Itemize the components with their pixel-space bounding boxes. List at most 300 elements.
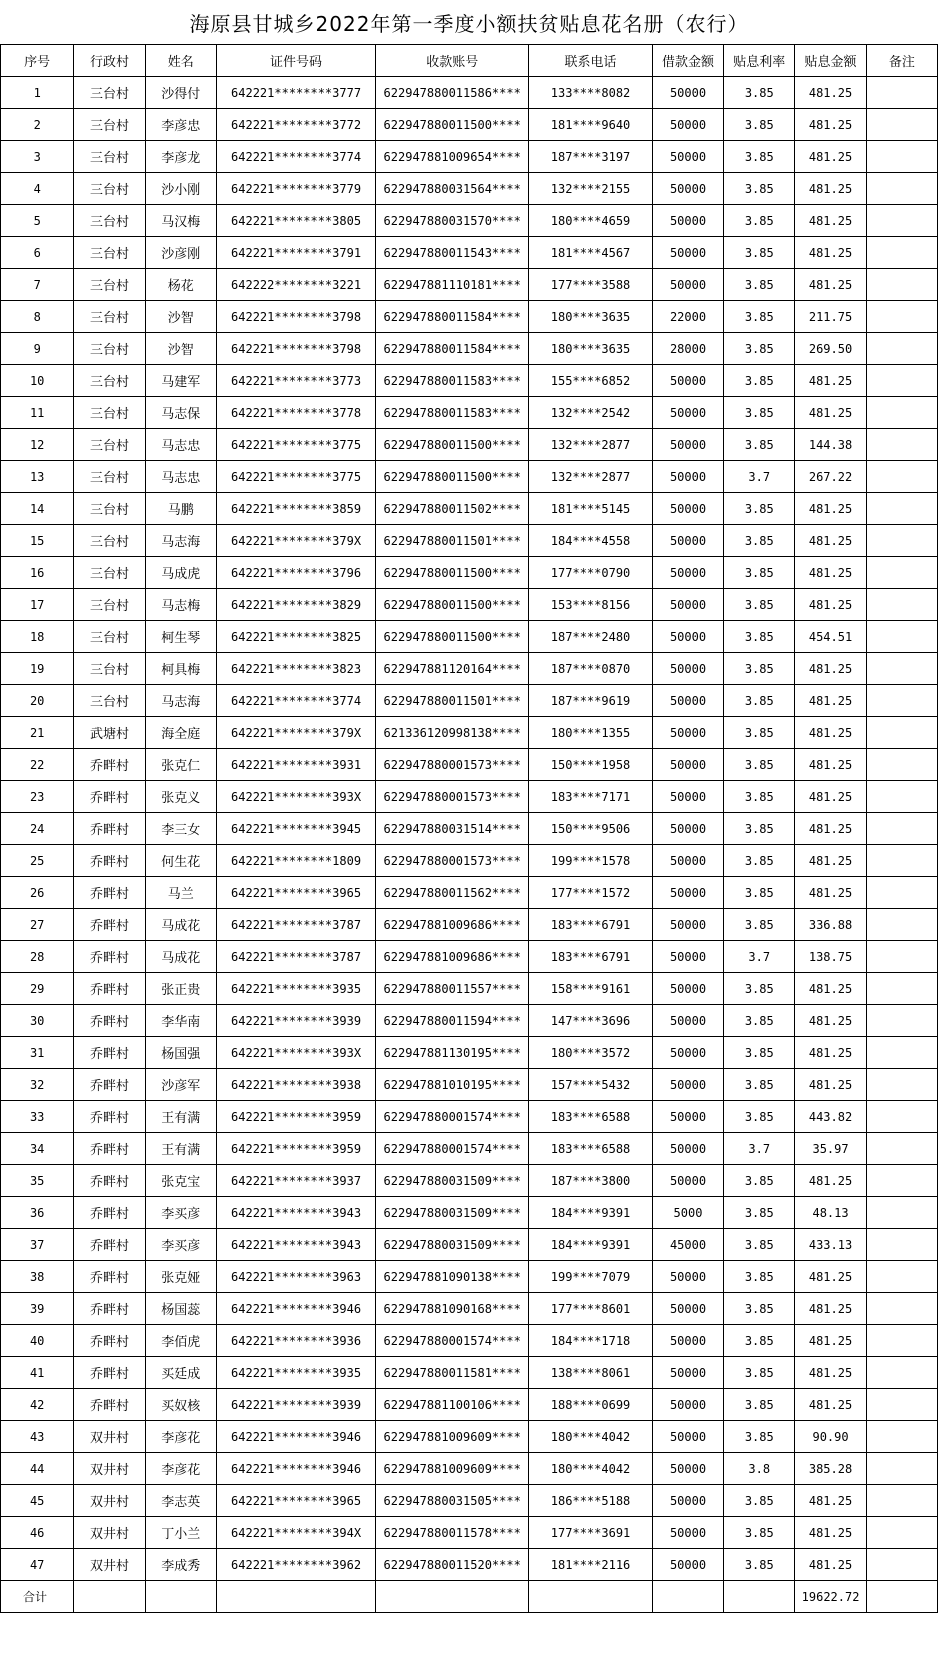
cell-index: 34	[1, 1133, 74, 1165]
cell-remark	[866, 1229, 937, 1261]
cell-subsidy-amount: 454.51	[795, 621, 866, 653]
header-id-number: 证件号码	[216, 45, 375, 77]
cell-village: 三台村	[74, 77, 145, 109]
cell-rate: 3.7	[724, 1133, 795, 1165]
cell-id-number: 642221********3772	[216, 109, 375, 141]
cell-phone: 177****8601	[529, 1293, 653, 1325]
cell-index: 4	[1, 173, 74, 205]
cell-id-number: 642221********3965	[216, 1485, 375, 1517]
table-row	[1, 845, 938, 877]
cell-subsidy-amount: 481.25	[795, 493, 866, 525]
cell-name: 李彦花	[145, 1453, 216, 1485]
cell-index: 19	[1, 653, 74, 685]
table-row	[1, 1517, 938, 1549]
cell-subsidy-amount: 481.25	[795, 1037, 866, 1069]
cell-remark	[866, 205, 937, 237]
cell-index: 30	[1, 1005, 74, 1037]
cell-remark	[866, 77, 937, 109]
cell-loan-amount: 50000	[652, 461, 723, 493]
table-row	[1, 109, 938, 141]
cell-remark	[866, 973, 937, 1005]
table-row	[1, 621, 938, 653]
cell-rate: 3.85	[724, 685, 795, 717]
cell-subsidy-amount: 481.25	[795, 525, 866, 557]
cell-phone: 199****1578	[529, 845, 653, 877]
cell-subsidy-amount: 267.22	[795, 461, 866, 493]
cell-id-number: 642221********3823	[216, 653, 375, 685]
cell-rate: 3.7	[724, 941, 795, 973]
cell-subsidy-amount: 481.25	[795, 813, 866, 845]
cell-phone: 157****5432	[529, 1069, 653, 1101]
cell-account: 622947880011557****	[376, 973, 529, 1005]
cell-account: 622947880001573****	[376, 781, 529, 813]
cell-id-number: 642221********3937	[216, 1165, 375, 1197]
cell-account: 622947881009686****	[376, 909, 529, 941]
cell-rate: 3.85	[724, 109, 795, 141]
cell-index: 38	[1, 1261, 74, 1293]
cell-rate: 3.8	[724, 1453, 795, 1485]
cell-subsidy-amount: 481.25	[795, 877, 866, 909]
table-row	[1, 749, 938, 781]
cell-loan-amount: 50000	[652, 653, 723, 685]
cell-id-number: 642221********3935	[216, 1357, 375, 1389]
table-row	[1, 685, 938, 717]
cell-loan-amount: 50000	[652, 813, 723, 845]
cell-phone: 133****8082	[529, 77, 653, 109]
table-row	[1, 1197, 938, 1229]
cell-rate: 3.85	[724, 1261, 795, 1293]
table-row	[1, 909, 938, 941]
cell-index: 17	[1, 589, 74, 621]
cell-phone: 188****0699	[529, 1389, 653, 1421]
cell-id-number: 642221********3777	[216, 77, 375, 109]
cell-subsidy-amount: 481.25	[795, 685, 866, 717]
cell-subsidy-amount: 481.25	[795, 205, 866, 237]
cell-loan-amount: 50000	[652, 557, 723, 589]
cell-name: 马鹏	[145, 493, 216, 525]
cell-village: 乔畔村	[74, 1165, 145, 1197]
cell-name: 马建军	[145, 365, 216, 397]
cell-index: 40	[1, 1325, 74, 1357]
cell-village: 三台村	[74, 493, 145, 525]
cell-rate: 3.85	[724, 1101, 795, 1133]
cell-account: 622947880011500****	[376, 557, 529, 589]
table-body	[1, 77, 938, 1581]
cell-id-number: 642221********3962	[216, 1549, 375, 1581]
cell-phone: 180****3635	[529, 301, 653, 333]
cell-rate: 3.85	[724, 1421, 795, 1453]
cell-village: 三台村	[74, 685, 145, 717]
cell-subsidy-amount: 481.25	[795, 1069, 866, 1101]
cell-loan-amount: 50000	[652, 493, 723, 525]
header-row	[1, 45, 938, 77]
cell-loan-amount: 50000	[652, 685, 723, 717]
cell-remark	[866, 653, 937, 685]
page-title: 海原县甘城乡2022年第一季度小额扶贫贴息花名册（农行）	[189, 11, 749, 36]
cell-name: 李买彦	[145, 1229, 216, 1261]
cell-name: 李三女	[145, 813, 216, 845]
cell-phone: 180****4042	[529, 1421, 653, 1453]
table-row	[1, 1165, 938, 1197]
cell-remark	[866, 1165, 937, 1197]
cell-rate: 3.85	[724, 813, 795, 845]
cell-index: 44	[1, 1453, 74, 1485]
cell-index: 35	[1, 1165, 74, 1197]
cell-loan-amount: 50000	[652, 589, 723, 621]
cell-village: 三台村	[74, 525, 145, 557]
cell-index: 26	[1, 877, 74, 909]
cell-account: 622947880001574****	[376, 1101, 529, 1133]
header-account: 收款账号	[376, 45, 529, 77]
cell-village: 三台村	[74, 365, 145, 397]
cell-account: 622947880011500****	[376, 621, 529, 653]
cell-id-number: 642221********3775	[216, 429, 375, 461]
cell-remark	[866, 781, 937, 813]
cell-name: 李彦花	[145, 1421, 216, 1453]
cell-phone: 183****6791	[529, 909, 653, 941]
cell-name: 沙得付	[145, 77, 216, 109]
cell-remark	[866, 749, 937, 781]
cell-account: 622947880011584****	[376, 333, 529, 365]
cell-village: 三台村	[74, 461, 145, 493]
cell-id-number: 642221********3774	[216, 685, 375, 717]
cell-subsidy-amount: 481.25	[795, 1165, 866, 1197]
cell-remark	[866, 1517, 937, 1549]
cell-name: 马志海	[145, 525, 216, 557]
cell-subsidy-amount: 481.25	[795, 365, 866, 397]
cell-remark	[866, 237, 937, 269]
cell-rate: 3.85	[724, 1389, 795, 1421]
cell-id-number: 642221********3778	[216, 397, 375, 429]
cell-name: 柯生琴	[145, 621, 216, 653]
cell-subsidy-amount: 336.88	[795, 909, 866, 941]
cell-index: 23	[1, 781, 74, 813]
cell-village: 三台村	[74, 269, 145, 301]
cell-subsidy-amount: 481.25	[795, 1517, 866, 1549]
table-row	[1, 781, 938, 813]
cell-village: 三台村	[74, 237, 145, 269]
cell-remark	[866, 717, 937, 749]
table-row	[1, 205, 938, 237]
cell-index: 45	[1, 1485, 74, 1517]
cell-id-number: 642221********3791	[216, 237, 375, 269]
cell-name: 李华南	[145, 1005, 216, 1037]
cell-loan-amount: 50000	[652, 877, 723, 909]
cell-id-number: 642221********3938	[216, 1069, 375, 1101]
cell-village: 双井村	[74, 1453, 145, 1485]
table-row	[1, 589, 938, 621]
cell-account: 622947880001574****	[376, 1133, 529, 1165]
cell-id-number: 642221********3963	[216, 1261, 375, 1293]
cell-remark	[866, 1069, 937, 1101]
cell-id-number: 642221********393X	[216, 781, 375, 813]
cell-phone: 150****9506	[529, 813, 653, 845]
total-cell-empty	[866, 1581, 937, 1613]
cell-id-number: 642221********3798	[216, 333, 375, 365]
cell-remark	[866, 525, 937, 557]
cell-remark	[866, 141, 937, 173]
cell-id-number: 642221********3965	[216, 877, 375, 909]
cell-account: 622947880011500****	[376, 461, 529, 493]
table-row	[1, 525, 938, 557]
total-row	[1, 1581, 938, 1613]
cell-index: 2	[1, 109, 74, 141]
cell-remark	[866, 909, 937, 941]
cell-loan-amount: 50000	[652, 1261, 723, 1293]
cell-name: 马汉梅	[145, 205, 216, 237]
cell-phone: 132****2877	[529, 429, 653, 461]
cell-village: 三台村	[74, 173, 145, 205]
cell-index: 29	[1, 973, 74, 1005]
cell-phone: 184****4558	[529, 525, 653, 557]
cell-phone: 183****6791	[529, 941, 653, 973]
cell-phone: 199****7079	[529, 1261, 653, 1293]
cell-remark	[866, 333, 937, 365]
cell-subsidy-amount: 481.25	[795, 237, 866, 269]
cell-account: 622947880031509****	[376, 1165, 529, 1197]
cell-subsidy-amount: 481.25	[795, 781, 866, 813]
cell-rate: 3.85	[724, 621, 795, 653]
cell-name: 丁小兰	[145, 1517, 216, 1549]
cell-name: 马志海	[145, 685, 216, 717]
cell-rate: 3.85	[724, 1229, 795, 1261]
table-row	[1, 1421, 938, 1453]
cell-subsidy-amount: 481.25	[795, 1005, 866, 1037]
cell-rate: 3.85	[724, 717, 795, 749]
cell-remark	[866, 1293, 937, 1325]
cell-loan-amount: 50000	[652, 1293, 723, 1325]
cell-remark	[866, 1357, 937, 1389]
cell-rate: 3.85	[724, 1485, 795, 1517]
cell-phone: 186****5188	[529, 1485, 653, 1517]
cell-account: 622947880011581****	[376, 1357, 529, 1389]
cell-name: 沙智	[145, 333, 216, 365]
cell-rate: 3.85	[724, 1549, 795, 1581]
cell-rate: 3.85	[724, 525, 795, 557]
cell-account: 622947880031509****	[376, 1229, 529, 1261]
cell-rate: 3.85	[724, 1069, 795, 1101]
cell-village: 三台村	[74, 141, 145, 173]
cell-account: 622947880001573****	[376, 845, 529, 877]
cell-loan-amount: 50000	[652, 205, 723, 237]
cell-village: 乔畔村	[74, 749, 145, 781]
cell-account: 622947880011584****	[376, 301, 529, 333]
cell-remark	[866, 1037, 937, 1069]
cell-rate: 3.85	[724, 973, 795, 1005]
header-subsidy-amount: 贴息金额	[795, 45, 866, 77]
cell-rate: 3.85	[724, 1325, 795, 1357]
cell-index: 33	[1, 1101, 74, 1133]
cell-name: 杨国蕊	[145, 1293, 216, 1325]
cell-remark	[866, 1133, 937, 1165]
cell-village: 乔畔村	[74, 941, 145, 973]
cell-account: 622947881090138****	[376, 1261, 529, 1293]
cell-account: 622947880011583****	[376, 365, 529, 397]
cell-loan-amount: 50000	[652, 1453, 723, 1485]
cell-rate: 3.85	[724, 1037, 795, 1069]
cell-village: 乔畔村	[74, 877, 145, 909]
cell-rate: 3.85	[724, 589, 795, 621]
cell-village: 乔畔村	[74, 1037, 145, 1069]
cell-phone: 187****3197	[529, 141, 653, 173]
cell-name: 杨国强	[145, 1037, 216, 1069]
cell-name: 张克义	[145, 781, 216, 813]
cell-loan-amount: 28000	[652, 333, 723, 365]
cell-index: 8	[1, 301, 74, 333]
cell-subsidy-amount: 481.25	[795, 173, 866, 205]
cell-remark	[866, 365, 937, 397]
cell-village: 乔畔村	[74, 1389, 145, 1421]
cell-subsidy-amount: 481.25	[795, 717, 866, 749]
cell-id-number: 642221********3935	[216, 973, 375, 1005]
cell-loan-amount: 50000	[652, 621, 723, 653]
cell-index: 39	[1, 1293, 74, 1325]
cell-id-number: 642221********3859	[216, 493, 375, 525]
table-row	[1, 1133, 938, 1165]
total-cell-empty	[529, 1581, 653, 1613]
cell-subsidy-amount: 481.25	[795, 557, 866, 589]
table-row	[1, 1453, 938, 1485]
cell-rate: 3.85	[724, 1293, 795, 1325]
cell-loan-amount: 45000	[652, 1229, 723, 1261]
cell-village: 三台村	[74, 557, 145, 589]
cell-loan-amount: 50000	[652, 973, 723, 1005]
cell-id-number: 642222********3221	[216, 269, 375, 301]
cell-phone: 153****8156	[529, 589, 653, 621]
cell-loan-amount: 50000	[652, 909, 723, 941]
cell-index: 36	[1, 1197, 74, 1229]
cell-phone: 180****3635	[529, 333, 653, 365]
cell-id-number: 642221********3825	[216, 621, 375, 653]
cell-village: 三台村	[74, 397, 145, 429]
cell-loan-amount: 5000	[652, 1197, 723, 1229]
cell-index: 6	[1, 237, 74, 269]
cell-phone: 187****3800	[529, 1165, 653, 1197]
cell-subsidy-amount: 144.38	[795, 429, 866, 461]
cell-name: 沙彦刚	[145, 237, 216, 269]
cell-rate: 3.85	[724, 1197, 795, 1229]
cell-loan-amount: 50000	[652, 77, 723, 109]
cell-village: 三台村	[74, 109, 145, 141]
cell-remark	[866, 1453, 937, 1485]
cell-name: 马成虎	[145, 557, 216, 589]
cell-subsidy-amount: 385.28	[795, 1453, 866, 1485]
table-row	[1, 877, 938, 909]
cell-account: 622947880001573****	[376, 749, 529, 781]
cell-account: 622947881130195****	[376, 1037, 529, 1069]
cell-remark	[866, 1101, 937, 1133]
cell-account: 622947880031509****	[376, 1197, 529, 1229]
table-row	[1, 269, 938, 301]
cell-phone: 132****2155	[529, 173, 653, 205]
cell-subsidy-amount: 35.97	[795, 1133, 866, 1165]
cell-remark	[866, 1005, 937, 1037]
cell-account: 622947880011562****	[376, 877, 529, 909]
table-row	[1, 301, 938, 333]
cell-village: 三台村	[74, 653, 145, 685]
total-cell-empty	[145, 1581, 216, 1613]
table-row	[1, 1261, 938, 1293]
cell-index: 1	[1, 77, 74, 109]
cell-account: 622947880031564****	[376, 173, 529, 205]
cell-name: 买廷成	[145, 1357, 216, 1389]
cell-rate: 3.85	[724, 365, 795, 397]
cell-rate: 3.85	[724, 653, 795, 685]
cell-loan-amount: 50000	[652, 269, 723, 301]
cell-phone: 158****9161	[529, 973, 653, 1005]
cell-subsidy-amount: 481.25	[795, 1389, 866, 1421]
cell-index: 20	[1, 685, 74, 717]
table-row	[1, 77, 938, 109]
cell-index: 15	[1, 525, 74, 557]
cell-village: 乔畔村	[74, 1357, 145, 1389]
cell-name: 柯具梅	[145, 653, 216, 685]
cell-phone: 177****0790	[529, 557, 653, 589]
cell-subsidy-amount: 481.25	[795, 1549, 866, 1581]
cell-index: 16	[1, 557, 74, 589]
cell-id-number: 642221********3946	[216, 1421, 375, 1453]
cell-remark	[866, 301, 937, 333]
cell-id-number: 642221********3959	[216, 1101, 375, 1133]
cell-id-number: 642221********3931	[216, 749, 375, 781]
cell-remark	[866, 461, 937, 493]
cell-village: 三台村	[74, 429, 145, 461]
cell-name: 何生花	[145, 845, 216, 877]
cell-loan-amount: 50000	[652, 173, 723, 205]
cell-loan-amount: 50000	[652, 845, 723, 877]
cell-index: 12	[1, 429, 74, 461]
cell-account: 622947880011543****	[376, 237, 529, 269]
table-row	[1, 1037, 938, 1069]
cell-subsidy-amount: 481.25	[795, 1261, 866, 1293]
cell-remark	[866, 1325, 937, 1357]
cell-remark	[866, 109, 937, 141]
cell-loan-amount: 50000	[652, 1421, 723, 1453]
cell-village: 三台村	[74, 621, 145, 653]
cell-index: 42	[1, 1389, 74, 1421]
cell-rate: 3.85	[724, 1357, 795, 1389]
cell-id-number: 642221********3798	[216, 301, 375, 333]
cell-loan-amount: 50000	[652, 429, 723, 461]
total-amount: 19622.72	[795, 1581, 866, 1613]
table-row	[1, 1485, 938, 1517]
cell-index: 46	[1, 1517, 74, 1549]
cell-rate: 3.85	[724, 877, 795, 909]
cell-rate: 3.85	[724, 1165, 795, 1197]
cell-subsidy-amount: 481.25	[795, 973, 866, 1005]
cell-village: 武塘村	[74, 717, 145, 749]
cell-village: 双井村	[74, 1517, 145, 1549]
cell-phone: 138****8061	[529, 1357, 653, 1389]
cell-loan-amount: 50000	[652, 237, 723, 269]
cell-phone: 132****2542	[529, 397, 653, 429]
cell-id-number: 642221********3829	[216, 589, 375, 621]
cell-name: 买奴核	[145, 1389, 216, 1421]
cell-account: 622947880011502****	[376, 493, 529, 525]
cell-remark	[866, 685, 937, 717]
cell-remark	[866, 493, 937, 525]
cell-id-number: 642221********3959	[216, 1133, 375, 1165]
table-row	[1, 1325, 938, 1357]
cell-subsidy-amount: 443.82	[795, 1101, 866, 1133]
cell-phone: 132****2877	[529, 461, 653, 493]
cell-rate: 3.85	[724, 333, 795, 365]
table-row	[1, 1549, 938, 1581]
cell-village: 三台村	[74, 205, 145, 237]
cell-index: 21	[1, 717, 74, 749]
cell-name: 马志保	[145, 397, 216, 429]
cell-account: 622947881009609****	[376, 1421, 529, 1453]
